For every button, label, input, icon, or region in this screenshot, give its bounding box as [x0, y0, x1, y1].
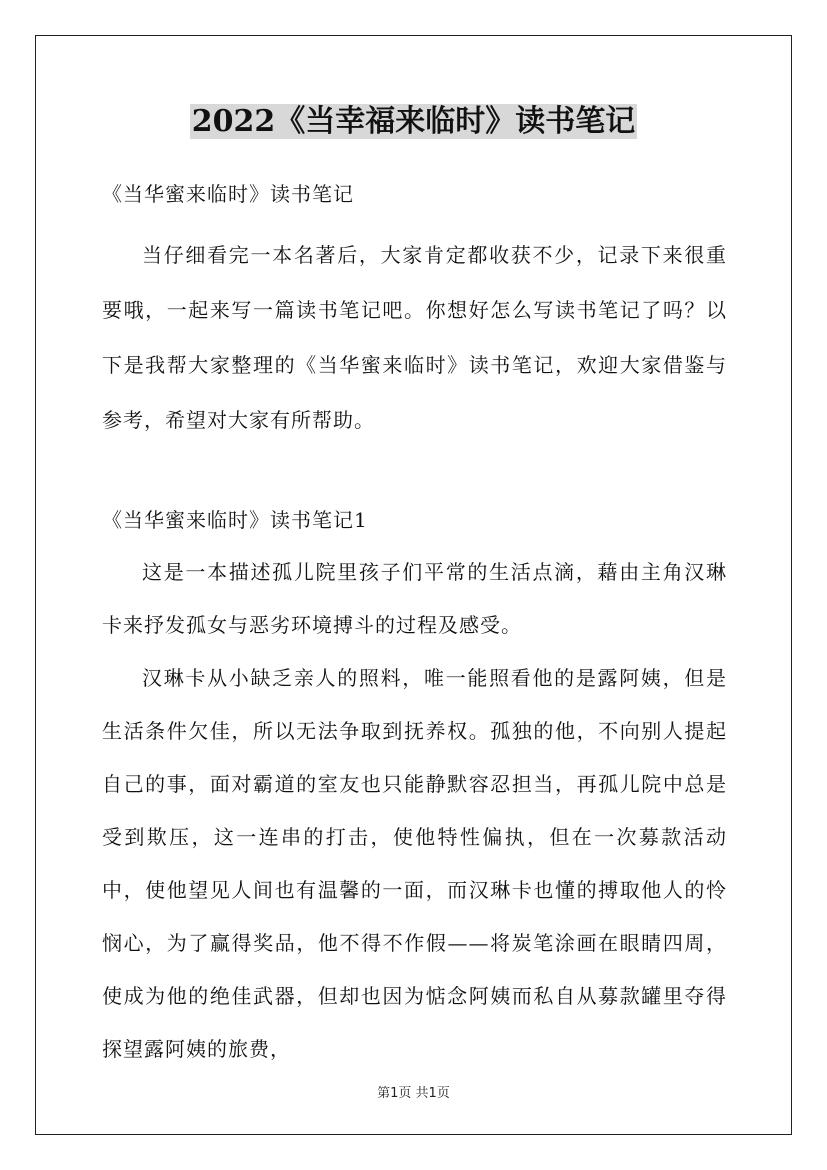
document-subtitle: 《当华蜜来临时》读书笔记 [102, 182, 354, 206]
document-title-text: 2022《当幸福来临时》读书笔记 [191, 104, 636, 139]
document-title [0, 100, 827, 144]
page-number-footer: 第1页 共1页 [377, 1086, 450, 1101]
body-paragraph: 汉琳卡从小缺乏亲人的照料，唯一能照看他的是露阿姨，但是生活条件欠佳，所以无法争取到抚养权。孤独的他，不向别人提起自己的事，面对霸道的室友也只能静默容忍担当，再孤儿院中总是受到欺压，这一连串的打击，使他特性偏执，但在一次募款活动中，使他望见人间也有温馨的一面，而汉琳卡也懂的搏取他人的怜悯心，为了赢得奖品，他不得不作假——将炭笔涂画在眼睛四周，使成为他的绝佳武器，但却也因为惦念阿姨而私自从募款罐里夺得探望露阿姨的旅费， [102, 666, 727, 1061]
body-paragraph: 这是一本描述孤儿院里孩子们平常的生活点滴，藉由主角汉琳卡来抒发孤女与恶劣环境搏斗的过程及感受。 [102, 560, 727, 637]
section-heading: 《当华蜜来临时》读书笔记1 [102, 508, 368, 532]
intro-paragraph: 当仔细看完一本名著后，大家肯定都收获不少，记录下来很重要哦，一起来写一篇读书笔记吧。你想好怎么写读书笔记了吗？以下是我帮大家整理的《当华蜜来临时》读书笔记，欢迎大家借鉴与参考，希望对大家有所帮助。 [102, 243, 727, 432]
